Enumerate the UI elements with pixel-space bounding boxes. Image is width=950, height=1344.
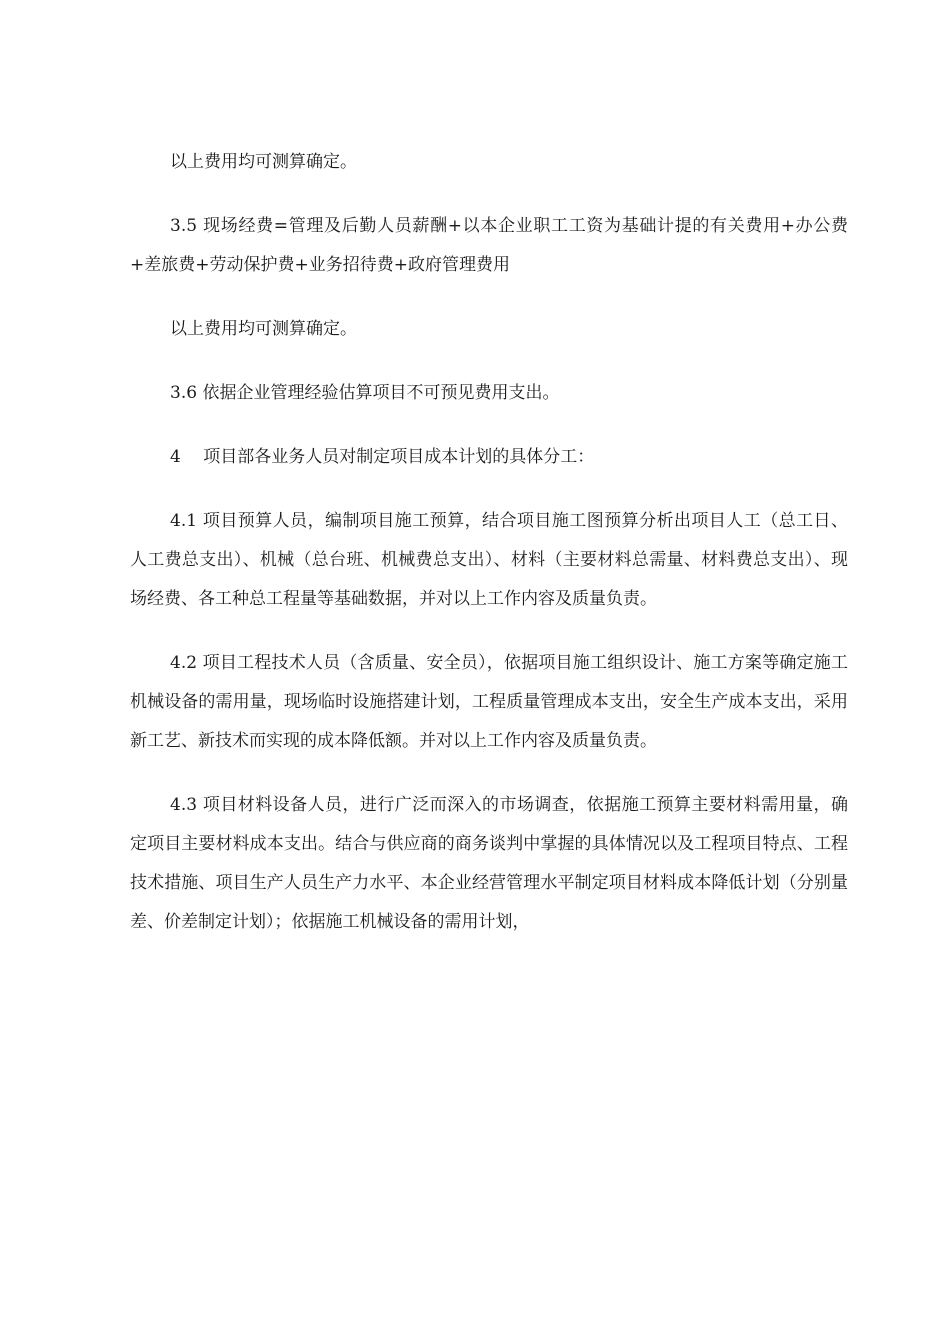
paragraph-4-2-technical-staff: 4.2 项目工程技术人员（含质量、安全员），依据项目施工组织设计、施工方案等确定施工机械设备的需用量，现场临时设施搭建计划，工程质量管理成本支出，安全生产成本支出，采用新工艺、新技术而实现的成本降低额。并对以上工作内容及质量负责。 [130,653,848,751]
document-body [130,143,848,942]
paragraph-fees-note-2: 以上费用均可测算确定。 [170,319,357,339]
paragraph-3-5-site-expenses: 3.5 现场经费=管理及后勤人员薪酬+以本企业职工工资为基础计提的有关费用+办公费+差旅费+劳动保护费+业务招待费+政府管理费用 [130,216,848,275]
paragraph-4-division-of-work: 4 项目部各业务人员对制定项目成本计划的具体分工： [170,447,595,467]
paragraph-3-6-contingency: 3.6 依据企业管理经验估算项目不可预见费用支出。 [170,383,560,403]
paragraph-4-1-budget-staff: 4.1 项目预算人员，编制项目施工预算，结合项目施工图预算分析出项目人工（总工日、人工费总支出）、机械（总台班、机械费总支出）、材料（主要材料总需量、材料费总支出）、现场经费、各工种总工程量等基础数据，并对以上工作内容及质量负责。 [130,511,848,609]
paragraph-fees-note-1: 以上费用均可测算确定。 [170,152,357,172]
paragraph-4-3-materials-staff: 4.3 项目材料设备人员，进行广泛而深入的市场调查，依据施工预算主要材料需用量，确定项目主要材料成本支出。结合与供应商的商务谈判中掌握的具体情况以及工程项目特点、工程技术措施、项目生产人员生产力水平、本企业经营管理水平制定项目材料成本降低计划（分别量差、价差制定计划）；依据施工机械设备的需用计划， [130,795,848,932]
